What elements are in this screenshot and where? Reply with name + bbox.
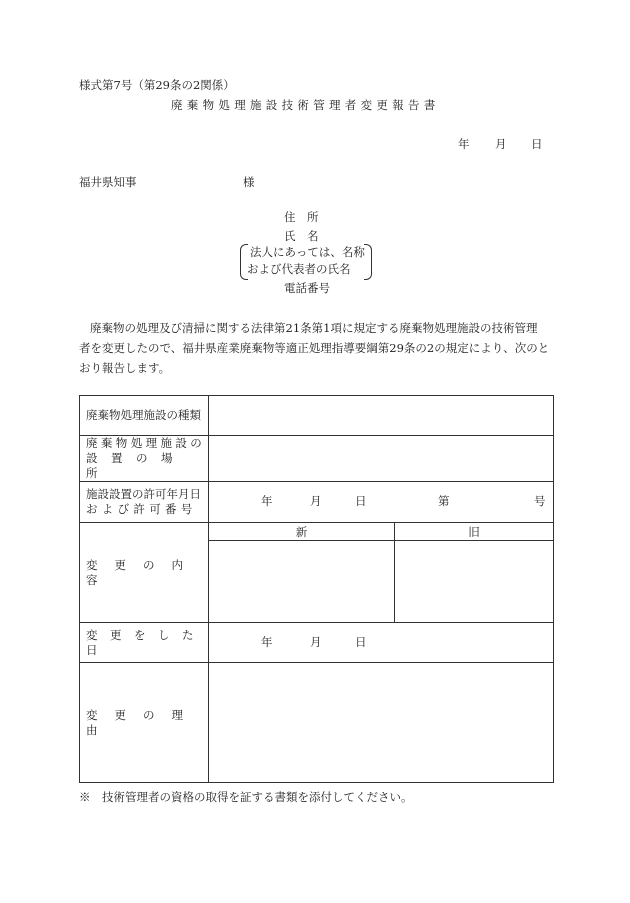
body-text-line-1: 廃棄物の処理及び清掃に関する法律第21条第1項に規定する廃棄物処理施設の技術管理 (90, 321, 538, 335)
permit-input[interactable] (209, 482, 554, 523)
body-text-line-3: おり報告します。 (79, 361, 171, 375)
change-new-input[interactable] (209, 541, 395, 623)
permit-label-1: 施設設置の許可年月日 (86, 487, 201, 501)
footnote: ※ 技術管理者の資格の取得を証する書類を添付してください。 (79, 790, 413, 804)
location-label-2: 設置の場所 (86, 451, 186, 480)
change-date-label: 変更をした日 (86, 627, 206, 657)
reason-input[interactable] (209, 663, 554, 783)
change-year: 年 (261, 635, 273, 649)
applicant-name-label: 氏 名 (284, 229, 319, 243)
reason-label: 変更の理由 (86, 707, 200, 737)
permit-label-2: および許可番号 (86, 502, 197, 516)
date-month-label: 月 (495, 137, 507, 151)
applicant-phone-label: 電話番号 (284, 281, 330, 295)
permit-number-prefix: 第 (438, 494, 450, 508)
change-month: 月 (310, 635, 322, 649)
change-date-label-cell (80, 623, 209, 663)
permit-number-suffix: 号 (534, 494, 546, 508)
addressee-honorific: 様 (243, 175, 255, 189)
location-input[interactable] (209, 436, 554, 482)
type-label-cell (80, 396, 209, 436)
change-date-input[interactable] (209, 623, 554, 663)
permit-month: 月 (310, 494, 322, 508)
addressee-name: 福井県知事 (79, 175, 137, 189)
date-day-label: 日 (531, 137, 543, 151)
body-text-line-2: 者を変更したので、福井県産業廃棄物等適正処理指導要綱第29条の2の規定により、次のと (79, 341, 550, 355)
change-label-cell (80, 523, 209, 623)
report-table (79, 395, 554, 783)
permit-label-cell (80, 482, 209, 523)
permit-day: 日 (355, 494, 367, 508)
location-label-1: 廃棄物処理施設の (86, 436, 206, 450)
type-label: 廃棄物処理施設の種類 (86, 408, 201, 422)
old-column-header: 旧 (395, 523, 554, 541)
applicant-address-label: 住 所 (284, 210, 319, 224)
change-label: 変更の内容 (86, 557, 200, 587)
reason-label-cell (80, 663, 209, 783)
change-old-input[interactable] (395, 541, 554, 623)
location-label-cell (80, 436, 209, 482)
date-year-label: 年 (458, 137, 470, 151)
form-number: 様式第7号（第29条の2関係） (79, 78, 235, 92)
corporate-bracket (240, 244, 372, 278)
page-title: 廃棄物処理施設技術管理者変更報告書 (171, 98, 440, 112)
corporate-line-1: 法人にあっては、名称 (250, 245, 365, 259)
new-column-header: 新 (209, 523, 395, 541)
permit-year: 年 (261, 494, 273, 508)
type-input[interactable] (209, 396, 554, 436)
change-day: 日 (355, 635, 367, 649)
corporate-line-2: および代表者の氏名 (247, 262, 351, 276)
